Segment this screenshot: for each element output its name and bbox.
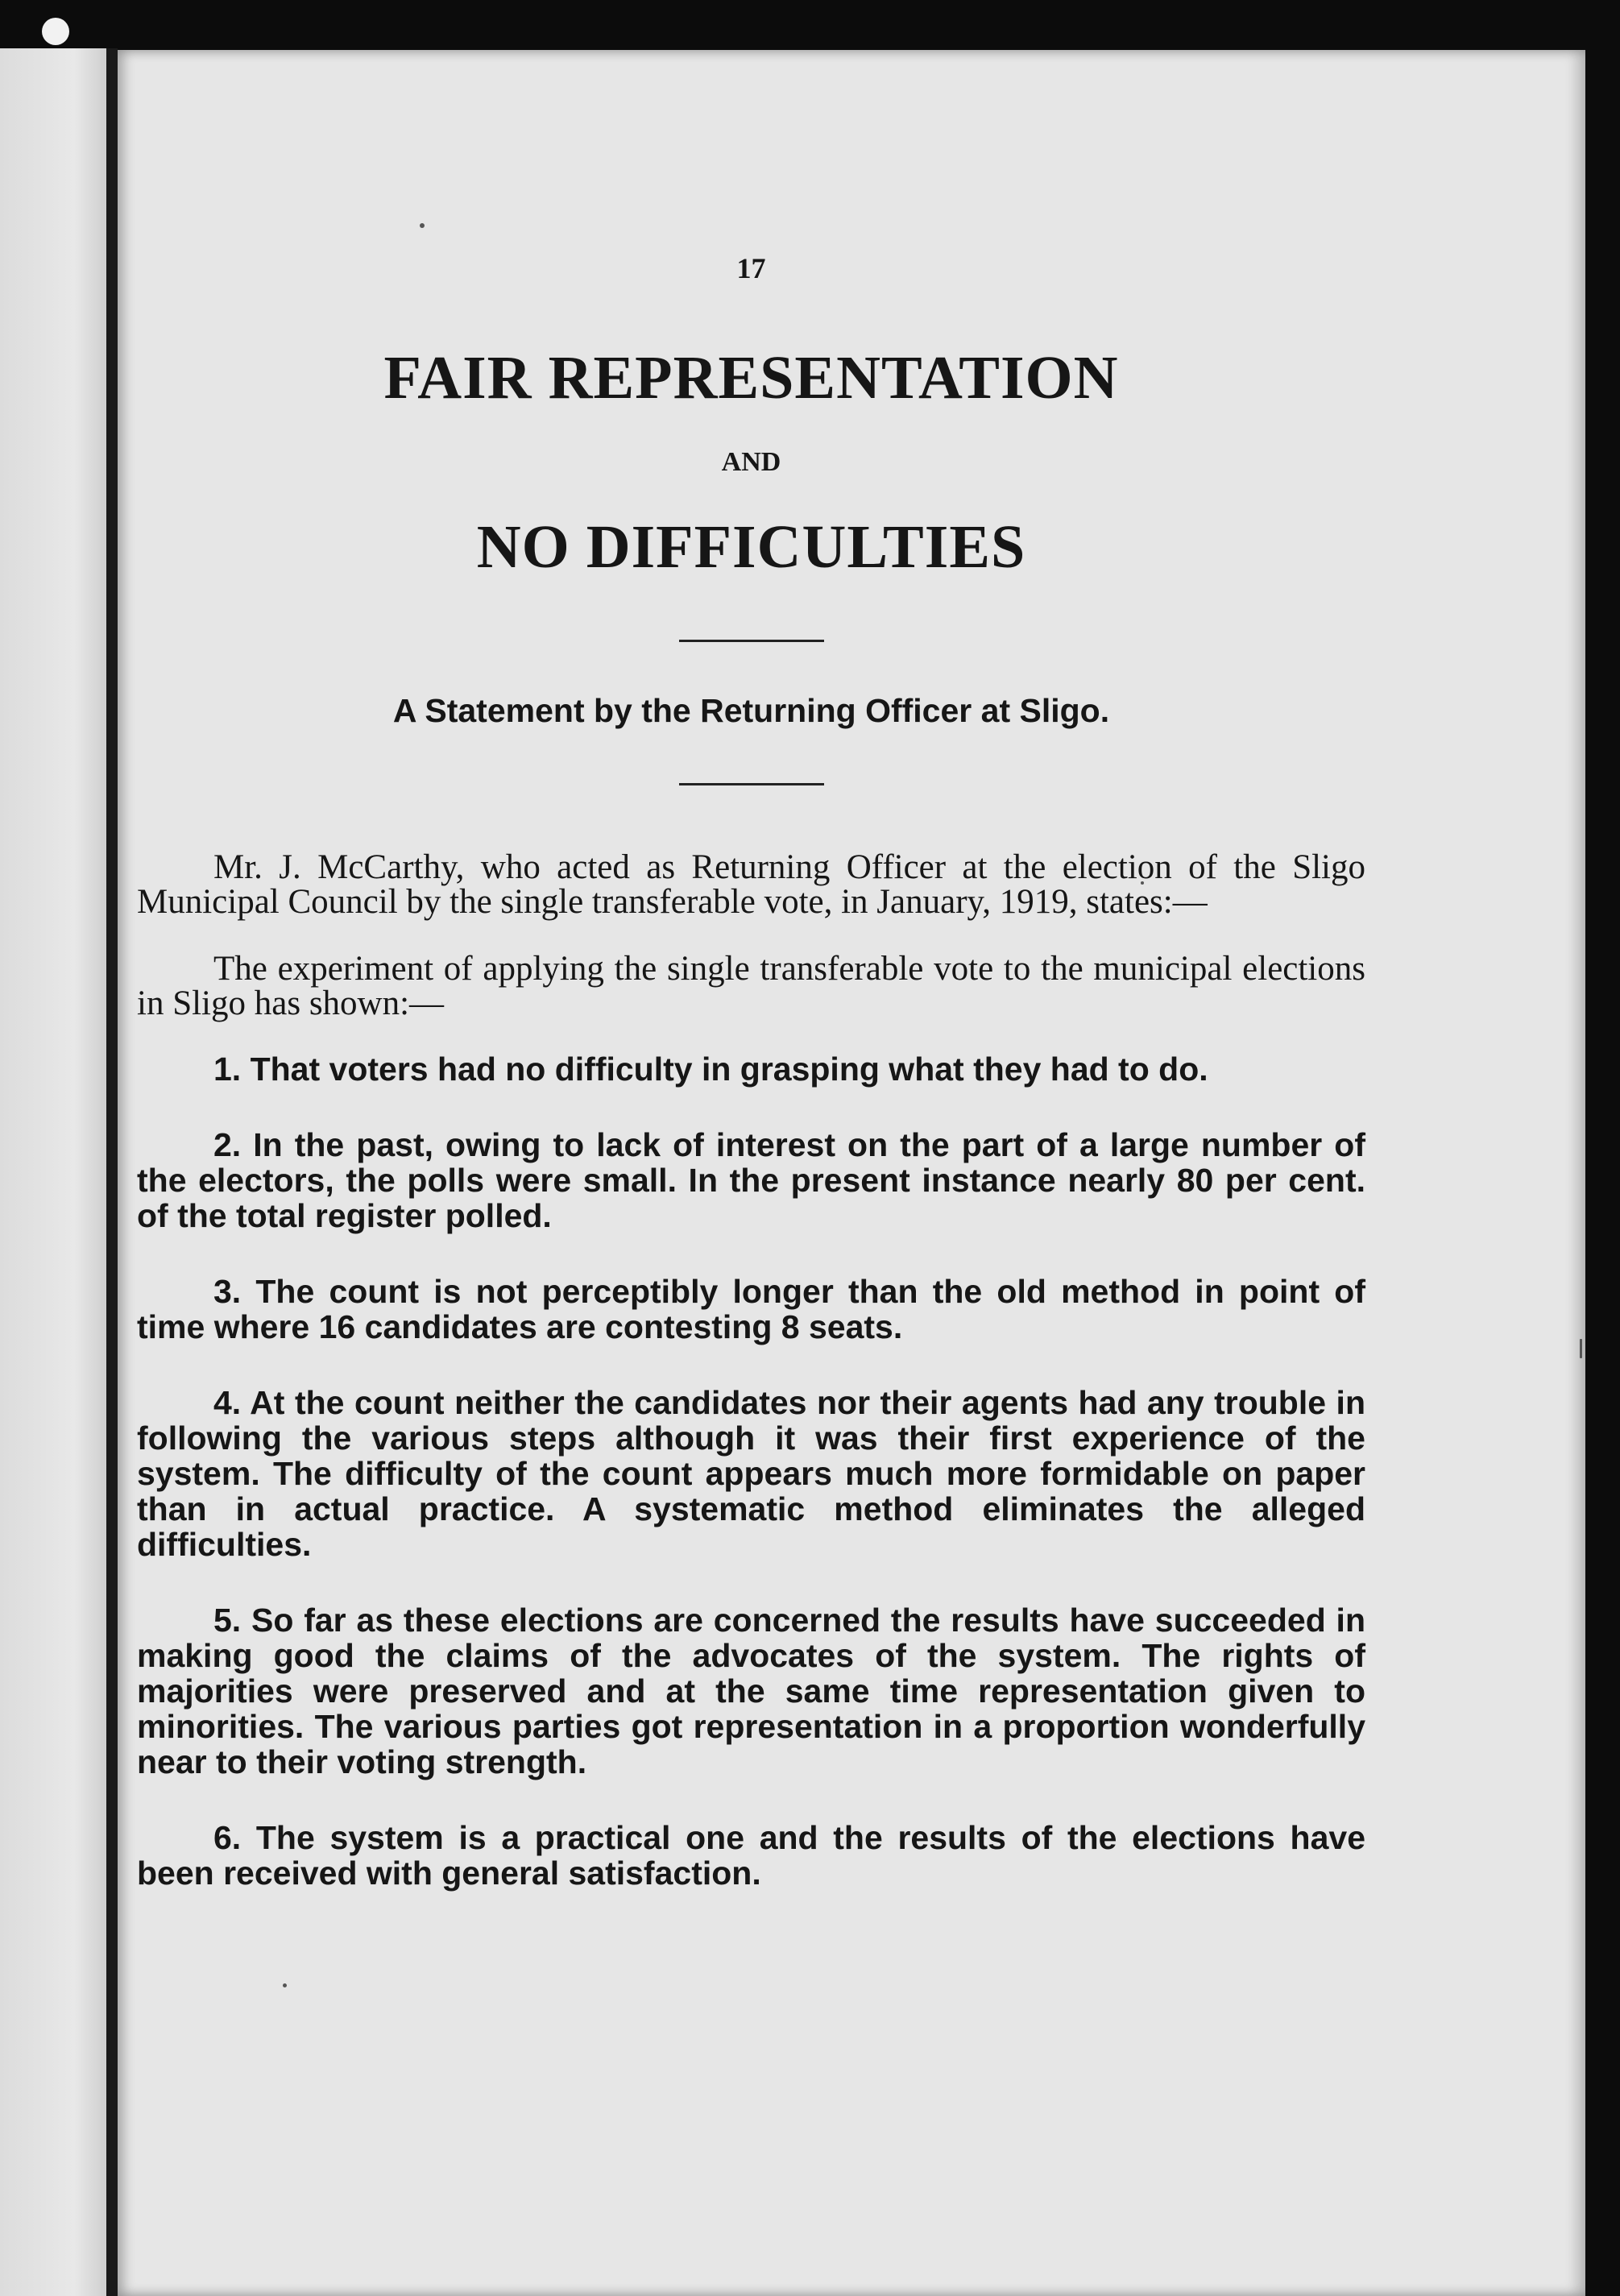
point-3: 3. The count is not perceptibly longer than the old method in point of time where 16 candidates are contesting 8 seats. [137,1273,1365,1345]
intro-paragraph: Mr. J. McCarthy, who acted as Returning Officer at the election of the Sligo Municipal Council by the single transferable vote, in January, 1919, states:— [137,848,1365,921]
divider-rule [679,783,824,785]
page-text [137,201,1365,1924]
previous-page-edge [0,48,106,2296]
point-5: 5. So far as these elections are concerned the results have succeeded in making good the claims of the advocates of the system. The rights of majorities were preserved and at the same time representation given to minorities. The various parties got representation in a proportion wonderfully near to their voting strength. [137,1602,1365,1780]
page-number: 17 [736,252,766,284]
lead-paragraph: The experiment of applying the single transferable vote to the municipal elections in Sligo has shown:— [137,950,1365,1022]
book-spine [106,48,118,2296]
point-1: 1. That voters had no difficulty in grasping what they had to do. [213,1051,1208,1088]
speck [1580,1339,1582,1358]
title-connector: AND [721,447,781,477]
point-6: 6. The system is a practical one and the results of the elections have been received with general satisfaction. [137,1819,1365,1892]
speck [283,1983,287,1987]
title-line-2: NO DIFFICULTIES [476,513,1026,581]
point-2: 2. In the past, owing to lack of interest on the part of a large number of the electors, the polls were small. In the present instance nearly 80 per cent. of the total register polled. [137,1126,1365,1234]
divider-rule [679,640,824,642]
subtitle: A Statement by the Returning Officer at Sligo. [392,692,1110,729]
point-4: 4. At the count neither the candidates nor their agents had any trouble in following the various steps although it was their first experience of the system. The difficulty of the count appears much more formidable on paper than in actual practice. A systematic method eliminates the alleged difficulties. [137,1384,1365,1563]
punch-hole [42,18,69,45]
title-line-1: FAIR REPRESENTATION [383,344,1119,412]
